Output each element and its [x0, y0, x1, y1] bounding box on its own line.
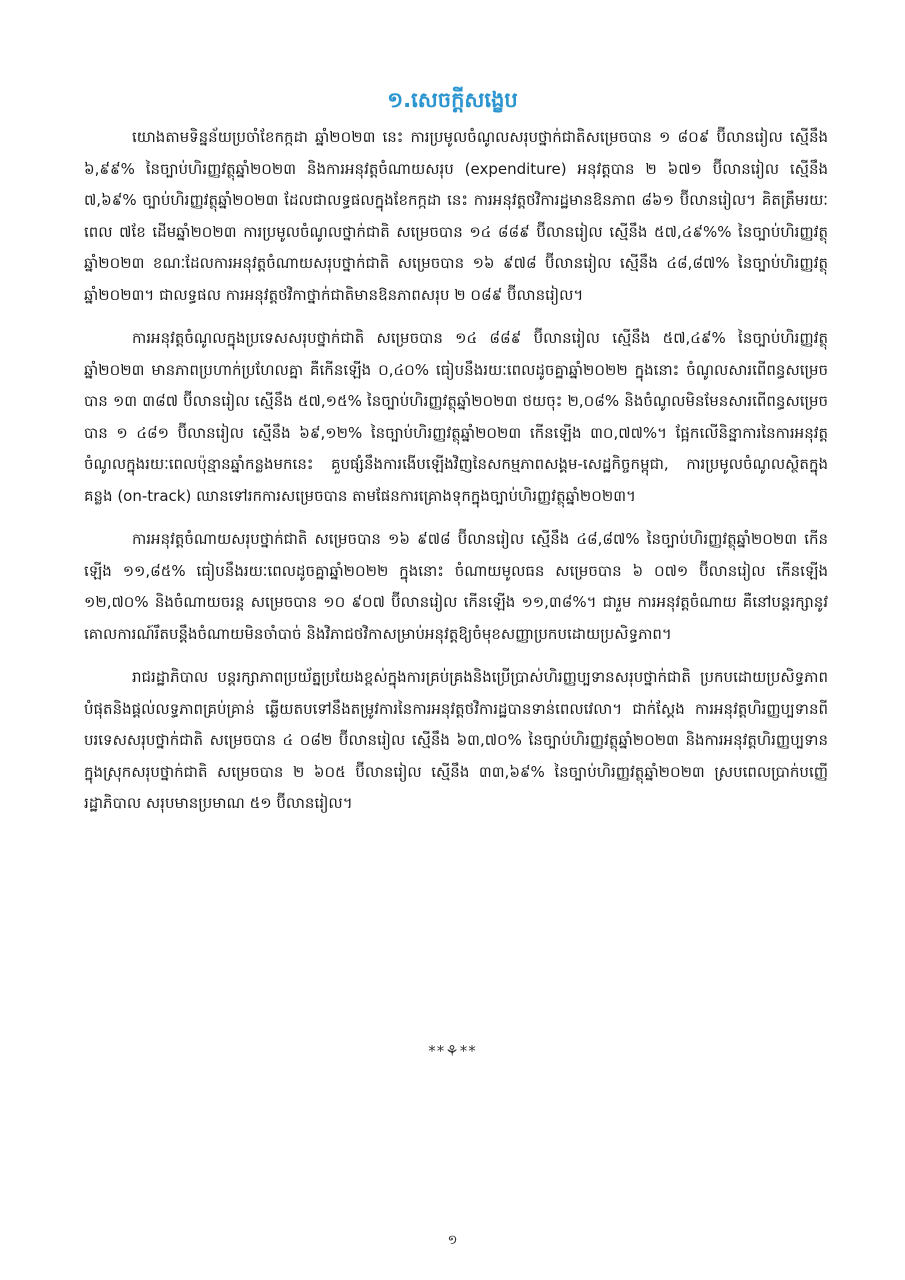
section-heading: ១.សេចក្តីសង្ខេប: [387, 88, 518, 112]
paragraph-expenditure: ការអនុវត្តចំណាយសរុបថ្នាក់ជាតិ សម្រេចបាន ១៦ ៩៧៨ ប៊ីលានរៀល ស្មើនឹង ៤៨,៨៧% នៃច្បាប់ហិរញ្ញវត្ថុឆ្នាំ២០២៣ កើនឡើង ១១,៨៥% ធៀបនឹងរយៈពេលដូចគ្នាឆ្នាំ២០២២ ក្នុងនោះ ចំណាយមូលធន សម្រេចបាន ៦ ០៧១ ប៊ីលានរៀល កើនឡើង ១២,៧០% និងចំណាយចរន្ត សម្រេចបាន ១០ ៩០៧ ប៊ីលានរៀល កើនឡើង ១១,៣៨%។ ជារួម ការអនុវត្តចំណាយ គឺនៅបន្តរក្សានូវគោលការណ៍រឹតបន្តឹងចំណាយមិនចាំបាច់ និងវិភាជថវិកាសម្រាប់អនុវត្តឱ្យចំមុខសញ្ញាប្រកបដោយប្រសិទ្ធភាព។: [84, 530, 828, 643]
section-separator: **⚘**: [428, 1042, 477, 1060]
page-number: ១: [447, 1233, 458, 1248]
paragraph-financing: រាជរដ្ឋាភិបាល បន្តរក្សាភាពប្រយ័ត្នប្រយែងខ្ពស់ក្នុងការគ្រប់គ្រងនិងប្រើប្រាស់ហិរញ្ញប្បទានសរុបថ្នាក់ជាតិ ប្រកបដោយប្រសិទ្ធភាពបំផុតនិងផ្តល់លទ្ធភាពគ្រប់គ្រាន់ ឆ្លើយតបទៅនឹងតម្រូវការនៃការអនុវត្តថវិការដ្ឋបានទាន់ពេលវេលា។ ជាក់ស្តែង ការអនុវត្តហិរញ្ញប្បទានពីបរទេសសរុបថ្នាក់ជាតិ សម្រេចបាន ៤ ០៨២ ប៊ីលានរៀល ស្មើនឹង ៦៣,៧០% នៃច្បាប់ហិរញ្ញវត្ថុឆ្នាំ២០២៣ និងការអនុវត្តហិរញ្ញប្បទានក្នុងស្រុកសរុបថ្នាក់ជាតិ សម្រេចបាន ២ ៦០៥ ប៊ីលានរៀល ស្មើនឹង ៣៣,៦៩% នៃច្បាប់ហិរញ្ញវត្ថុឆ្នាំ២០២៣ ស្របពេលប្រាក់បញ្ញើរដ្ឋាភិបាល សរុបមានប្រមាណ ៥១ ប៊ីលានរៀល។: [84, 668, 828, 812]
paragraph-summary-july: យោងតាមទិន្នន័យប្រចាំខែកក្កដា ឆ្នាំ២០២៣ នេះ ការប្រមូលចំណូលសរុបថ្នាក់ជាតិសម្រេចបាន ១ ៨០៩ ប៊ីលានរៀល ស្មើនឹង ៦,៩៩% នៃច្បាប់ហិរញ្ញវត្ថុឆ្នាំ២០២៣ និងការអនុវត្តចំណាយសរុប (expenditure) អនុវត្តបាន ២ ៦៧១ ប៊ីលានរៀល ស្មើនឹង ៧,៦៩% ច្បាប់ហិរញ្ញវត្ថុឆ្នាំ២០២៣ ដែលជាលទ្ធផលក្នុងខែកក្កដា នេះ ការអនុវត្តថវិការដ្ឋមានឱនភាព ៨៦១ ប៊ីលានរៀល។ គិតត្រឹមរយៈពេល ៧ខែ ដើមឆ្នាំ២០២៣ ការប្រមូលចំណូលថ្នាក់ជាតិ សម្រេចបាន ១៤ ៨៨៩ ប៊ីលានរៀល ស្មើនឹង ៥៧,៤៩%% នៃច្បាប់ហិរញ្ញវត្ថុឆ្នាំ២០២៣ ខណៈដែលការអនុវត្តចំណាយសរុបថ្នាក់ជាតិ សម្រេចបាន ១៦ ៩៧៨ ប៊ីលានរៀល ស្មើនឹង ៤៨,៨៧% នៃច្បាប់ហិរញ្ញវត្ថុឆ្នាំ២០២៣។ ជាលទ្ធផល ការអនុវត្តថវិកាថ្នាក់ជាតិមានឱនភាពសរុប ២ ០៨៩ ប៊ីលានរៀល។: [84, 128, 828, 304]
paragraph-revenue: ការអនុវត្តចំណូលក្នុងប្រទេសសរុបថ្នាក់ជាតិ សម្រេចបាន ១៤ ៨៨៩ ប៊ីលានរៀល ស្មើនឹង ៥៧,៤៩% នៃច្បាប់ហិរញ្ញវត្ថុឆ្នាំ២០២៣ មានភាពប្រហាក់ប្រហែលគ្នា គឺកើនឡើង ០,៤០% ធៀបនឹងរយៈពេលដូចគ្នាឆ្នាំ២០២២ ក្នុងនោះ ចំណូលសារពើពន្ធសម្រេចបាន ១៣ ៣៨៧ ប៊ីលានរៀល ស្មើនឹង ៥៧,១៥% នៃច្បាប់ហិរញ្ញវត្ថុឆ្នាំ២០២៣ ថយចុះ ២,០៨% និងចំណូលមិនមែនសារពើពន្ធសម្រេចបាន ១ ៤៨១ ប៊ីលានរៀល ស្មើនឹង ៦៩,១២% នៃច្បាប់ហិរញ្ញវត្ថុឆ្នាំ២០២៣ កើនឡើង ៣០,៧៧%។ ផ្អែកលើនិន្នាការនៃការអនុវត្តចំណូលក្នុងរយៈពេលប៉ុន្មានឆ្នាំកន្លងមកនេះ គួបផ្សំនឹងការងើបឡើងវិញនៃសកម្មភាពសង្គម-សេដ្ឋកិច្ចកម្ពុជា, ការប្រមូលចំណូលស្ថិតក្នុងគន្លង (on-track) ឈានទៅរកការសម្រេចបាន តាមផែនការគ្រោងទុកក្នុងច្បាប់ហិរញ្ញវត្ថុឆ្នាំ២០២៣។: [84, 329, 828, 505]
document-body: [84, 122, 828, 832]
